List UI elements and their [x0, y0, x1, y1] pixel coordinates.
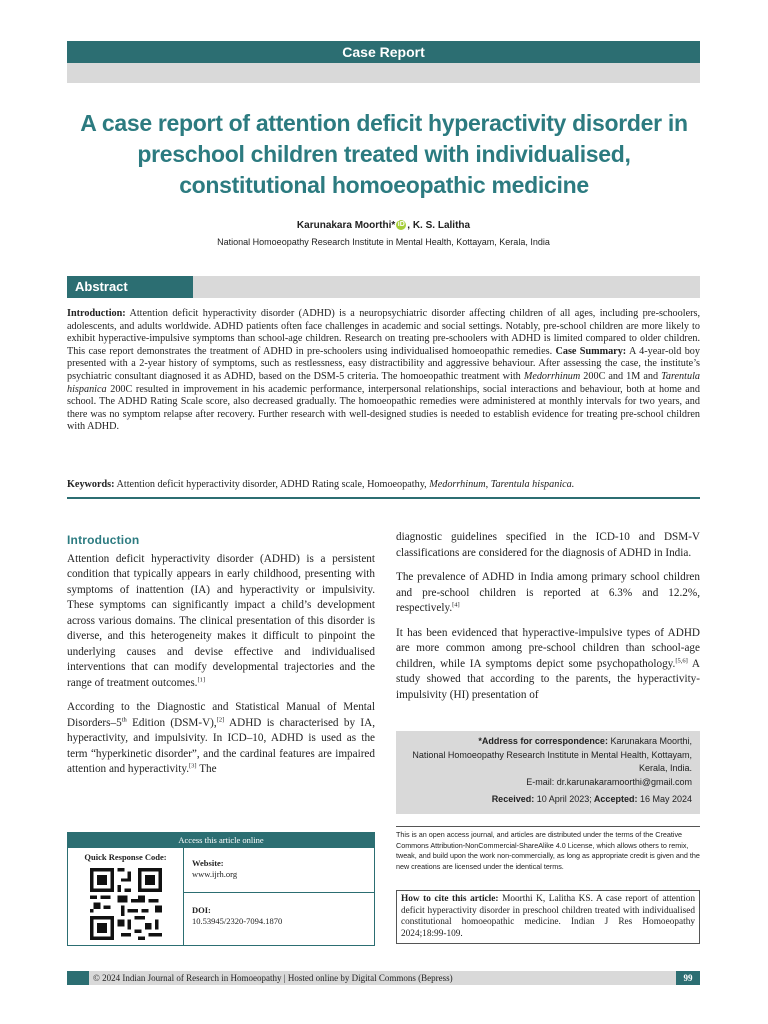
access-article-box [67, 832, 375, 946]
license-notice: This is an open access journal, and articles are distributed under the terms of the Creative Commons Attribution-NonCommercial-ShareAlike 4.0 License, which allows others to remix, tweak, and build upon the work non-commercially, as long as appropriate credit is given and the new creations are licensed under the identical terms. [396, 830, 700, 871]
paragraph-text: A study showed that according to the parents, the hyperactivity-impulsivity (HI) presentation of [396, 657, 701, 701]
author-name-1[interactable]: Karunakara Moorthi* [296, 220, 396, 231]
citation-box [396, 890, 700, 944]
correspondence-email[interactable]: E-mail: dr.karunakaramoorthi@gmail.com [526, 776, 692, 787]
license-divider [396, 826, 700, 827]
doi-link[interactable]: 10.53945/2320-7094.1870 [192, 916, 283, 926]
keywords-text: Attention deficit hyperactivity disorder, ADHD Rating scale, Homoeopathy, [114, 479, 430, 490]
website-label: Website: [192, 858, 224, 868]
footer-accent [67, 971, 89, 985]
article-type-label: Case Report [342, 44, 425, 60]
header-grey-band [67, 63, 700, 83]
doi-label: DOI: [192, 905, 211, 915]
paragraph-text: It has been evidenced that hyperactive-impulsive types of ADHD are more common among pre-school children than school-age children, while IA symptoms depict some psychopathology. [396, 626, 700, 670]
correspondence-line: Kerala, India. [638, 763, 692, 773]
paragraph-text: The prevalence of ADHD in India among primary school children and pre-school children is reported at 6.3% and 12.2%, respectively. [396, 571, 700, 614]
citation-ref[interactable]: [3] [189, 762, 197, 770]
article-title: A case report of attention deficit hyperactivity disorder in preschool children treated with individualised, constitutional homoeopathic medicine [80, 110, 688, 198]
author-name-2[interactable]: , K. S. Lalitha [407, 220, 471, 231]
citation-text: Moorthi K, Lalitha KS. A case report of attention deficit hyperactivity disorder in preschool children treated with individualised constitutional homoeopathic medicine. Indian J Res Homoeopathy 2024;18:99-109. [401, 894, 695, 939]
footer-text: © 2024 Indian Journal of Research in Homoeopathy | Hosted online by Digital Commons (Bepress) [93, 973, 453, 983]
qr-code-icon[interactable] [90, 868, 162, 940]
paragraph-text: The [196, 763, 217, 775]
citation-label: How to cite this article: [401, 894, 499, 904]
citation-ref[interactable]: [5,6] [675, 656, 688, 664]
correspondence-label: *Address for correspondence: [478, 736, 608, 746]
accepted-date: 16 May 2024 [637, 794, 692, 804]
qr-label: Quick Response Code: [84, 852, 167, 862]
correspondence-name: Karunakara Moorthi, [607, 736, 692, 746]
abstract-case-text: 200C resulted in improvement in his academic performance, interpersonal relationships, social interactions and behaviour, both at home and school. The ADHD Rating Scale score, also decreased gradually. The homoeopathic remedies were administered at monthly intervals for two years, and there was no symptom relapse after recovery. Further research with well-designed studies is needed to establish evidence for treating pre-school children with ADHD. [67, 383, 700, 433]
correspondence-box [396, 731, 700, 814]
website-link[interactable]: www.ijrh.org [192, 869, 238, 879]
citation-ref[interactable]: [2] [216, 715, 225, 723]
access-heading: Access this article online [68, 833, 374, 848]
website-cell [184, 848, 374, 893]
remedy-name: Tarentula hispanica [67, 370, 700, 395]
ordinal-suffix: th [121, 715, 127, 723]
doi-cell [184, 893, 374, 945]
received-accepted-dates [404, 793, 692, 807]
abstract-case-text: 200C and 1M and [580, 370, 662, 382]
abstract-case-label: Case Summary: [555, 345, 627, 357]
keyword-italic: Tarentula hispanica. [490, 479, 575, 490]
paragraph-text: Attention deficit hyperactivity disorder (ADHD) is a persistent condition that typically appears in early childhood, presenting with symptoms of inattention (IA) and hyperactivity or impulsivity. These symptoms can significantly impact a child’s development across various domains. The clinical presentation of this disorder is diverse, and this heterogeneity makes it difficult to pinpoint the underlying causes and devise effective and individualised interventions that can modify developmental trajectories and the range of treatment outcomes. [67, 552, 375, 689]
body-paragraph [67, 552, 375, 692]
paragraph-text: ADHD is characterised by IA, hyperactivity, and impulsivity. In ICD–10, ADHD is used as the term “hyperkinetic disorder”, and the cardinal features are impaired attention and hyperactivity. [67, 716, 376, 775]
citation-ref[interactable]: [4] [452, 601, 460, 609]
abstract-intro-text: Attention deficit hyperactivity disorder (ADHD) is a neuropsychiatric disorder affecting children of all ages, including pre-schoolers, adolescents, and adults worldwide. ADHD patients often face challenges in academic and social settings. Notably, pre-school children are more likely to exhibit hyperactive-impulsive symptoms than school-age children. Research on treating pre-schoolers with ADHD is limited compared to older children. This case report demonstrates the treatment of ADHD in pre-schoolers using individualised homoeopathic remedies. [67, 308, 700, 357]
citation-ref[interactable]: [1] [197, 675, 206, 683]
accepted-label: Accepted: [591, 794, 638, 804]
body-paragraph: diagnostic guidelines specified in the ICD-10 and DSM-V classifications are considered for the diagnosis of ADHD in India. [396, 531, 700, 559]
page-footer [67, 971, 700, 985]
orcid-icon[interactable]: iD [397, 221, 405, 229]
section-divider [67, 497, 700, 499]
body-paragraph [396, 570, 700, 617]
keyword-separator: , [485, 479, 491, 490]
remedy-name: Medorrhinum [523, 370, 581, 382]
received-label: Received: [491, 794, 535, 804]
keywords [67, 479, 700, 492]
abstract-text [67, 308, 700, 434]
correspondence-line [404, 735, 692, 749]
paragraph-text: Edition (DSM-V), [126, 716, 217, 729]
qr-cell [68, 848, 184, 945]
article-type-band [67, 41, 700, 63]
keywords-label: Keywords: [67, 479, 115, 490]
affiliation: National Homoeopathy Research Institute in Mental Health, Kottayam, Kerala, India [217, 237, 550, 247]
received-date: 10 April 2023; [534, 794, 592, 804]
correspondence-line: National Homoeopathy Research Institute in Mental Health, Kottayam, [412, 749, 692, 760]
paragraph-text: According to the Diagnostic and Statistical Manual of Mental Disorders–5 [67, 701, 375, 729]
section-heading-introduction: Introduction [67, 533, 140, 547]
body-column-left [67, 533, 375, 787]
abstract-intro-label: Introduction: [67, 308, 126, 319]
abstract-heading-band [67, 276, 700, 298]
body-column-right [396, 530, 700, 712]
page-number: 99 [676, 971, 700, 985]
body-paragraph [67, 700, 375, 778]
abstract-heading: Abstract [67, 276, 193, 298]
author-line [67, 220, 700, 231]
abstract-case-text: A 4-year-old boy presented with a 2-year history of symptoms, such as restlessness, easy distractibility and aggressive behaviour. After assessing the case, the institute’s psychiatric consultant diagnosed it as ADHD, based on the DSM-5 criteria. The homoeopathic treatment with [67, 345, 700, 382]
keyword-italic: Medorrhinum [429, 479, 486, 490]
body-paragraph [396, 626, 700, 704]
